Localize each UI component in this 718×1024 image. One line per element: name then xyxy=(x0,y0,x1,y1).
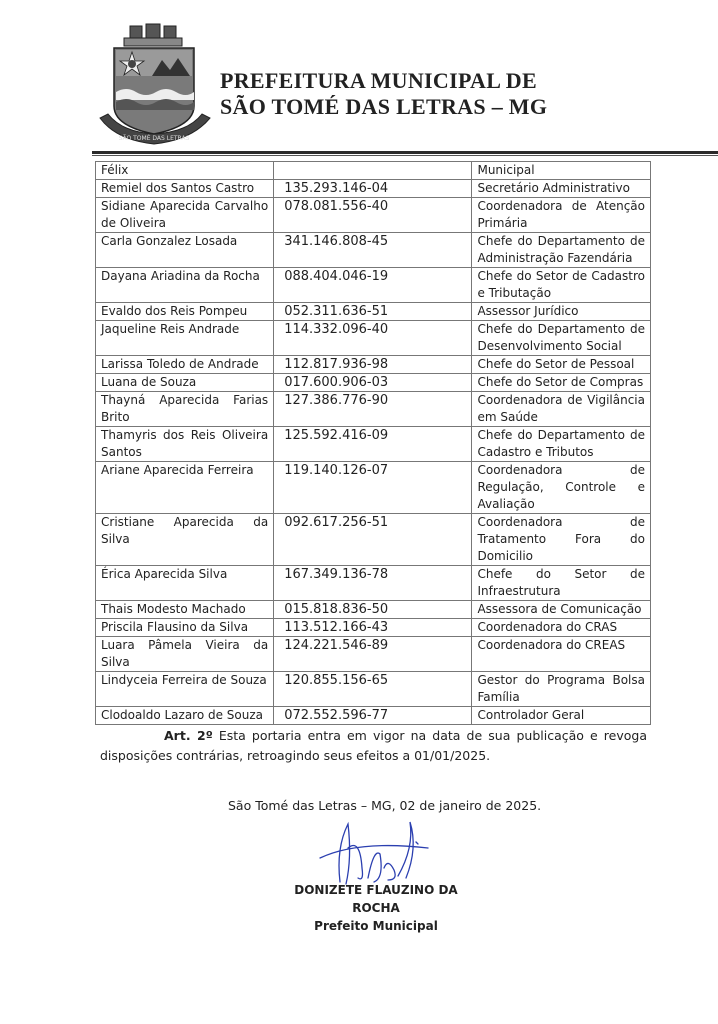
cell-role: Chefe do Departamento de Desenvolvimento Social xyxy=(472,321,651,356)
cell-role: Coordenadora do CRAS xyxy=(472,619,651,637)
cell-cpf: 088.404.046-19 xyxy=(274,268,472,303)
cell-name: Thamyris dos Reis Oliveira Santos xyxy=(96,427,274,462)
cell-name: Remiel dos Santos Castro xyxy=(96,180,274,198)
header-divider-thin xyxy=(92,155,718,156)
cell-role: Chefe do Setor de Cadastro e Tributação xyxy=(472,268,651,303)
table-row xyxy=(96,180,651,198)
cell-cpf: 125.592.416-09 xyxy=(274,427,472,462)
cell-cpf xyxy=(274,162,472,180)
article-label: Art. 2º xyxy=(164,728,213,743)
table-row xyxy=(96,268,651,303)
cell-cpf: 135.293.146-04 xyxy=(274,180,472,198)
cell-role: Assessor Jurídico xyxy=(472,303,651,321)
cell-name: Larissa Toledo de Andrade xyxy=(96,356,274,374)
cell-name: Sidiane Aparecida Carvalho de Oliveira xyxy=(96,198,274,233)
cell-role: Chefe do Setor de Pessoal xyxy=(472,356,651,374)
cell-role: Coordenadora de Regulação, Controle e Avaliação xyxy=(472,462,651,514)
table-row xyxy=(96,374,651,392)
title-line-2: SÃO TOMÉ DAS LETRAS – MG xyxy=(220,94,548,119)
table-row xyxy=(96,566,651,601)
table-row xyxy=(96,233,651,268)
cell-name: Jaqueline Reis Andrade xyxy=(96,321,274,356)
cell-cpf: 072.552.596-77 xyxy=(274,707,472,725)
cell-cpf: 052.311.636-51 xyxy=(274,303,472,321)
cell-role: Coordenadora de Vigilância em Saúde xyxy=(472,392,651,427)
cell-name: Ariane Aparecida Ferreira xyxy=(96,462,274,514)
header-divider xyxy=(92,151,718,154)
cell-cpf: 092.617.256-51 xyxy=(274,514,472,566)
cell-cpf: 078.081.556-40 xyxy=(274,198,472,233)
page-title xyxy=(220,68,547,120)
crest-banner-text: SÃO TOMÉ DAS LETRAS xyxy=(118,135,190,142)
cell-role: Chefe do Setor de Compras xyxy=(472,374,651,392)
cell-cpf: 112.817.936-98 xyxy=(274,356,472,374)
table-row xyxy=(96,162,651,180)
article-text: Esta portaria entra em vigor na data de sua publicação e revoga disposições contrárias, retroagindo seus efeitos a 01/01/2025. xyxy=(100,728,647,763)
cell-role: Coordenadora do CREAS xyxy=(472,637,651,672)
cell-role: Coordenadora de Tratamento Fora do Domicilio xyxy=(472,514,651,566)
table-row xyxy=(96,672,651,707)
cell-role: Chefe do Departamento de Administração Fazendária xyxy=(472,233,651,268)
cell-role: Controlador Geral xyxy=(472,707,651,725)
signer-title: Prefeito Municipal xyxy=(314,919,438,933)
table-row xyxy=(96,356,651,374)
signer-block xyxy=(272,881,480,935)
cell-cpf: 015.818.836-50 xyxy=(274,601,472,619)
table-row xyxy=(96,637,651,672)
cell-name: Érica Aparecida Silva xyxy=(96,566,274,601)
cell-cpf: 127.386.776-90 xyxy=(274,392,472,427)
cell-cpf: 167.349.136-78 xyxy=(274,566,472,601)
signer-name: DONIZETE FLAUZINO DA ROCHA xyxy=(294,883,458,915)
municipal-crest-logo xyxy=(96,22,214,150)
table-row xyxy=(96,462,651,514)
cell-role: Coordenadora de Atenção Primária xyxy=(472,198,651,233)
cell-role: Chefe do Setor de Infraestrutura xyxy=(472,566,651,601)
cell-name: Carla Gonzalez Losada xyxy=(96,233,274,268)
cell-role: Secretário Administrativo xyxy=(472,180,651,198)
cell-cpf: 017.600.906-03 xyxy=(274,374,472,392)
cell-role: Chefe do Departamento de Cadastro e Tributos xyxy=(472,427,651,462)
table-row xyxy=(96,601,651,619)
cell-cpf: 120.855.156-65 xyxy=(274,672,472,707)
cell-name: Priscila Flausino da Silva xyxy=(96,619,274,637)
cell-role: Assessora de Comunicação xyxy=(472,601,651,619)
signature-image xyxy=(318,818,438,888)
table-row xyxy=(96,392,651,427)
cell-name: Luara Pâmela Vieira da Silva xyxy=(96,637,274,672)
title-line-1: PREFEITURA MUNICIPAL DE xyxy=(220,68,537,93)
table-row xyxy=(96,303,651,321)
cell-name: Clodoaldo Lazaro de Souza xyxy=(96,707,274,725)
cell-cpf: 124.221.546-89 xyxy=(274,637,472,672)
cell-name: Lindyceia Ferreira de Souza xyxy=(96,672,274,707)
cell-cpf: 341.146.808-45 xyxy=(274,233,472,268)
cell-role: Gestor do Programa Bolsa Família xyxy=(472,672,651,707)
cell-name: Luana de Souza xyxy=(96,374,274,392)
cell-cpf: 119.140.126-07 xyxy=(274,462,472,514)
table-row xyxy=(96,707,651,725)
cell-name: Thayná Aparecida Farias Brito xyxy=(96,392,274,427)
table-row xyxy=(96,619,651,637)
table-row xyxy=(96,198,651,233)
cell-name: Evaldo dos Reis Pompeu xyxy=(96,303,274,321)
cell-name: Thais Modesto Machado xyxy=(96,601,274,619)
cell-cpf: 114.332.096-40 xyxy=(274,321,472,356)
cell-name: Dayana Ariadina da Rocha xyxy=(96,268,274,303)
table-row xyxy=(96,321,651,356)
date-line: São Tomé das Letras – MG, 02 de janeiro de 2025. xyxy=(228,798,542,813)
article-2-paragraph xyxy=(100,726,647,766)
cell-name: Félix xyxy=(96,162,274,180)
cell-cpf: 113.512.166-43 xyxy=(274,619,472,637)
staff-table xyxy=(95,161,651,725)
cell-name: Cristiane Aparecida da Silva xyxy=(96,514,274,566)
table-row xyxy=(96,427,651,462)
cell-role: Municipal xyxy=(472,162,651,180)
table-row xyxy=(96,514,651,566)
